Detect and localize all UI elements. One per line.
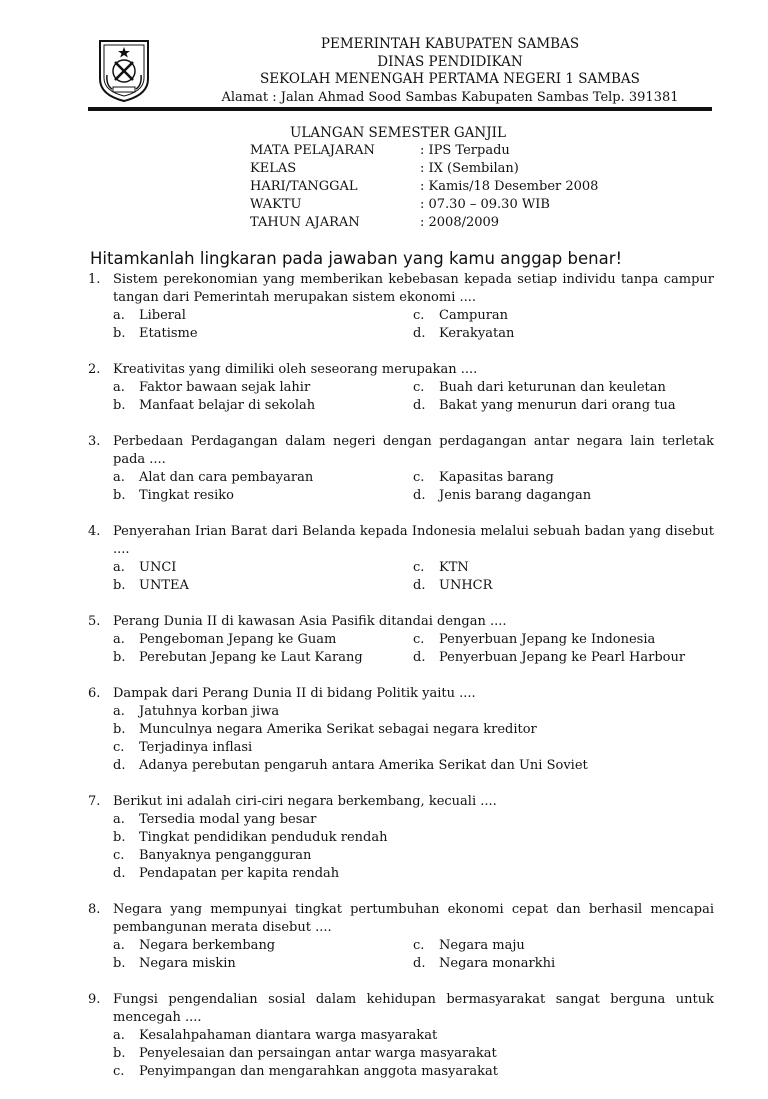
- option-text: Penyimpangan dan mengarahkan anggota masyarakat: [139, 1064, 498, 1079]
- answer-option: [113, 739, 714, 757]
- answer-option: [113, 937, 413, 955]
- answer-option: [113, 487, 413, 505]
- option-text: Jenis barang dagangan: [439, 488, 592, 503]
- question-text: Berikut ini adalah ciri-ciri negara berkembang, kecuali ....: [113, 794, 497, 809]
- option-text: Adanya perebutan pengaruh antara Amerika Serikat dan Uni Soviet: [139, 758, 588, 773]
- letterhead-divider: [88, 107, 712, 111]
- answer-option: [113, 577, 413, 595]
- answer-option: [413, 307, 713, 325]
- option-text: Negara maju: [439, 938, 525, 953]
- regency-emblem-icon: [94, 35, 154, 103]
- question-number: 2.: [88, 362, 101, 377]
- option-letter: c.: [413, 938, 425, 953]
- question-item: [88, 793, 714, 883]
- question-list: [88, 271, 714, 1099]
- info-value: : 07.30 – 09.30 WIB: [420, 197, 550, 212]
- answer-option: [413, 397, 713, 415]
- info-row: [250, 214, 598, 232]
- question-number: 6.: [88, 686, 101, 701]
- answer-option: [113, 307, 413, 325]
- option-text: UNTEA: [139, 578, 189, 593]
- option-letter: d.: [413, 326, 426, 341]
- question-stem: [88, 685, 714, 703]
- option-text: Negara monarkhi: [439, 956, 556, 971]
- option-text: Penyerbuan Jepang ke Indonesia: [439, 632, 656, 647]
- option-letter: c.: [113, 740, 125, 755]
- option-letter: b.: [113, 326, 126, 341]
- info-label: WAKTU: [250, 197, 302, 212]
- option-letter: a.: [113, 1028, 125, 1043]
- info-label: MATA PELAJARAN: [250, 143, 375, 158]
- answer-options: [113, 811, 714, 883]
- option-letter: c.: [413, 380, 425, 395]
- question-stem: [88, 361, 714, 379]
- question-text: Fungsi pengendalian sosial dalam kehidupan bermasyarakat sangat berguna untuk mencegah ....: [113, 992, 714, 1025]
- question-number: 9.: [88, 992, 101, 1007]
- answer-option: [113, 955, 413, 973]
- answer-option: [113, 631, 413, 649]
- school-name: SEKOLAH MENENGAH PERTAMA NEGERI 1 SAMBAS: [260, 71, 640, 87]
- answer-option: [113, 1045, 714, 1063]
- option-text: Negara berkembang: [139, 938, 276, 953]
- option-text: Munculnya negara Amerika Serikat sebagai negara kreditor: [139, 722, 537, 737]
- question-item: [88, 433, 714, 505]
- answer-option: [413, 559, 713, 577]
- option-text: Jatuhnya korban jiwa: [139, 704, 280, 719]
- option-letter: d.: [413, 398, 426, 413]
- option-text: Bakat yang menurun dari orang tua: [439, 398, 676, 413]
- answer-option: [113, 649, 413, 667]
- info-value: : IPS Terpadu: [420, 143, 510, 158]
- option-letter: a.: [113, 560, 125, 575]
- answer-option: [113, 721, 714, 739]
- answer-options: [113, 379, 714, 415]
- question-item: [88, 271, 714, 343]
- info-label: TAHUN AJARAN: [250, 215, 360, 230]
- option-letter: d.: [413, 578, 426, 593]
- school-address: Alamat : Jalan Ahmad Sood Sambas Kabupaten Sambas Telp. 391381: [221, 89, 679, 105]
- option-text: Faktor bawaan sejak lahir: [139, 380, 311, 395]
- question-text: Kreativitas yang dimiliki oleh seseorang merupakan ....: [113, 362, 478, 377]
- question-number: 4.: [88, 524, 101, 539]
- option-letter: b.: [113, 578, 126, 593]
- government-line: PEMERINTAH KABUPATEN SAMBAS: [320, 36, 580, 52]
- exam-info: [250, 142, 598, 232]
- option-text: Campuran: [439, 308, 509, 323]
- option-text: Kapasitas barang: [439, 470, 554, 485]
- answer-option: [113, 469, 413, 487]
- option-text: Tingkat pendidikan penduduk rendah: [139, 830, 388, 845]
- answer-option: [113, 325, 413, 343]
- option-letter: c.: [113, 848, 125, 863]
- option-text: Manfaat belajar di sekolah: [139, 398, 316, 413]
- question-item: [88, 523, 714, 595]
- option-text: Terjadinya inflasi: [139, 740, 253, 755]
- option-text: UNHCR: [439, 578, 493, 593]
- answer-options: [113, 307, 714, 343]
- exam-title: ULANGAN SEMESTER GANJIL: [290, 125, 506, 141]
- answer-options: [113, 631, 714, 667]
- question-stem: [88, 433, 714, 469]
- answer-option: [113, 1027, 714, 1045]
- question-text: Sistem perekonomian yang memberikan kebebasan kepada setiap individu tanpa campur tangan dari Pemerintah merupakan sistem ekonomi ....: [113, 272, 714, 305]
- option-letter: d.: [413, 956, 426, 971]
- answer-option: [113, 559, 413, 577]
- question-item: [88, 901, 714, 973]
- answer-option: [113, 757, 714, 775]
- option-letter: b.: [113, 1046, 126, 1061]
- option-text: Kerakyatan: [439, 326, 515, 341]
- info-label: HARI/TANGGAL: [250, 179, 358, 194]
- info-row: [250, 160, 598, 178]
- option-letter: a.: [113, 632, 125, 647]
- option-letter: b.: [113, 830, 126, 845]
- info-row: [250, 196, 598, 214]
- question-stem: [88, 613, 714, 631]
- option-text: Pengeboman Jepang ke Guam: [139, 632, 337, 647]
- answer-option: [113, 397, 413, 415]
- option-text: Etatisme: [139, 326, 198, 341]
- option-text: KTN: [439, 560, 469, 575]
- answer-option: [113, 829, 714, 847]
- option-text: Tersedia modal yang besar: [139, 812, 317, 827]
- info-row: [250, 178, 598, 196]
- answer-options: [113, 559, 714, 595]
- option-text: Pendapatan per kapita rendah: [139, 866, 340, 881]
- option-text: UNCI: [139, 560, 177, 575]
- info-value: : Kamis/18 Desember 2008: [420, 179, 599, 194]
- option-letter: b.: [113, 650, 126, 665]
- option-letter: c.: [413, 632, 425, 647]
- question-text: Dampak dari Perang Dunia II di bidang Politik yaitu ....: [113, 686, 476, 701]
- answer-option: [413, 487, 713, 505]
- option-text: Tingkat resiko: [139, 488, 234, 503]
- answer-option: [413, 379, 713, 397]
- option-letter: d.: [113, 866, 126, 881]
- question-text: Perang Dunia II di kawasan Asia Pasifik ditandai dengan ....: [113, 614, 507, 629]
- question-stem: [88, 271, 714, 307]
- option-text: Penyerbuan Jepang ke Pearl Harbour: [439, 650, 686, 665]
- option-letter: d.: [413, 650, 426, 665]
- info-value: : IX (Sembilan): [420, 161, 519, 176]
- option-text: Penyelesaian dan persaingan antar warga masyarakat: [139, 1046, 497, 1061]
- answer-option: [413, 577, 713, 595]
- question-number: 7.: [88, 794, 101, 809]
- answer-option: [113, 379, 413, 397]
- info-row: [250, 142, 598, 160]
- option-text: Banyaknya pengangguran: [139, 848, 312, 863]
- question-number: 8.: [88, 902, 101, 917]
- answer-options: [113, 469, 714, 505]
- question-item: [88, 685, 714, 775]
- answer-option: [113, 811, 714, 829]
- question-item: [88, 361, 714, 415]
- option-letter: a.: [113, 308, 125, 323]
- question-text: Penyerahan Irian Barat dari Belanda kepada Indonesia melalui sebuah badan yang disebut ....: [113, 524, 714, 557]
- answer-options: [113, 1027, 714, 1081]
- question-stem: [88, 991, 714, 1027]
- question-item: [88, 613, 714, 667]
- option-letter: c.: [413, 308, 425, 323]
- option-text: Liberal: [139, 308, 186, 323]
- answer-option: [413, 325, 713, 343]
- option-letter: a.: [113, 812, 125, 827]
- answer-option: [413, 469, 713, 487]
- answer-option: [413, 955, 713, 973]
- question-text: Negara yang mempunyai tingkat pertumbuhan ekonomi cepat dan berhasil mencapai pembangunan merata disebut ....: [113, 902, 714, 935]
- option-letter: a.: [113, 470, 125, 485]
- info-value: : 2008/2009: [420, 215, 500, 230]
- option-letter: c.: [113, 1064, 125, 1079]
- instruction-heading: Hitamkanlah lingkaran pada jawaban yang kamu anggap benar!: [90, 249, 623, 268]
- option-text: Buah dari keturunan dan keuletan: [439, 380, 666, 395]
- option-letter: b.: [113, 488, 126, 503]
- option-letter: c.: [413, 470, 425, 485]
- option-letter: b.: [113, 398, 126, 413]
- question-stem: [88, 901, 714, 937]
- answer-option: [413, 649, 713, 667]
- option-letter: b.: [113, 956, 126, 971]
- answer-option: [113, 865, 714, 883]
- letterhead: [150, 36, 750, 106]
- option-letter: a.: [113, 380, 125, 395]
- option-letter: b.: [113, 722, 126, 737]
- question-number: 3.: [88, 434, 101, 449]
- question-stem: [88, 523, 714, 559]
- answer-option: [113, 1063, 714, 1081]
- option-letter: a.: [113, 704, 125, 719]
- department-line: DINAS PENDIDIKAN: [377, 53, 523, 70]
- info-label: KELAS: [250, 161, 297, 176]
- option-letter: d.: [113, 758, 126, 773]
- answer-options: [113, 703, 714, 775]
- option-text: Perebutan Jepang ke Laut Karang: [139, 650, 363, 665]
- option-text: Alat dan cara pembayaran: [139, 470, 314, 485]
- question-number: 1.: [88, 272, 101, 287]
- option-text: Kesalahpahaman diantara warga masyarakat: [139, 1028, 438, 1043]
- answer-option: [113, 703, 714, 721]
- option-letter: a.: [113, 938, 125, 953]
- answer-option: [413, 631, 713, 649]
- question-item: [88, 991, 714, 1081]
- question-text: Perbedaan Perdagangan dalam negeri dengan perdagangan antar negara lain terletak pada ....: [113, 434, 714, 467]
- answer-option: [113, 847, 714, 865]
- question-number: 5.: [88, 614, 101, 629]
- answer-option: [413, 937, 713, 955]
- option-letter: c.: [413, 560, 425, 575]
- question-stem: [88, 793, 714, 811]
- answer-options: [113, 937, 714, 973]
- option-letter: d.: [413, 488, 426, 503]
- option-text: Negara miskin: [139, 956, 236, 971]
